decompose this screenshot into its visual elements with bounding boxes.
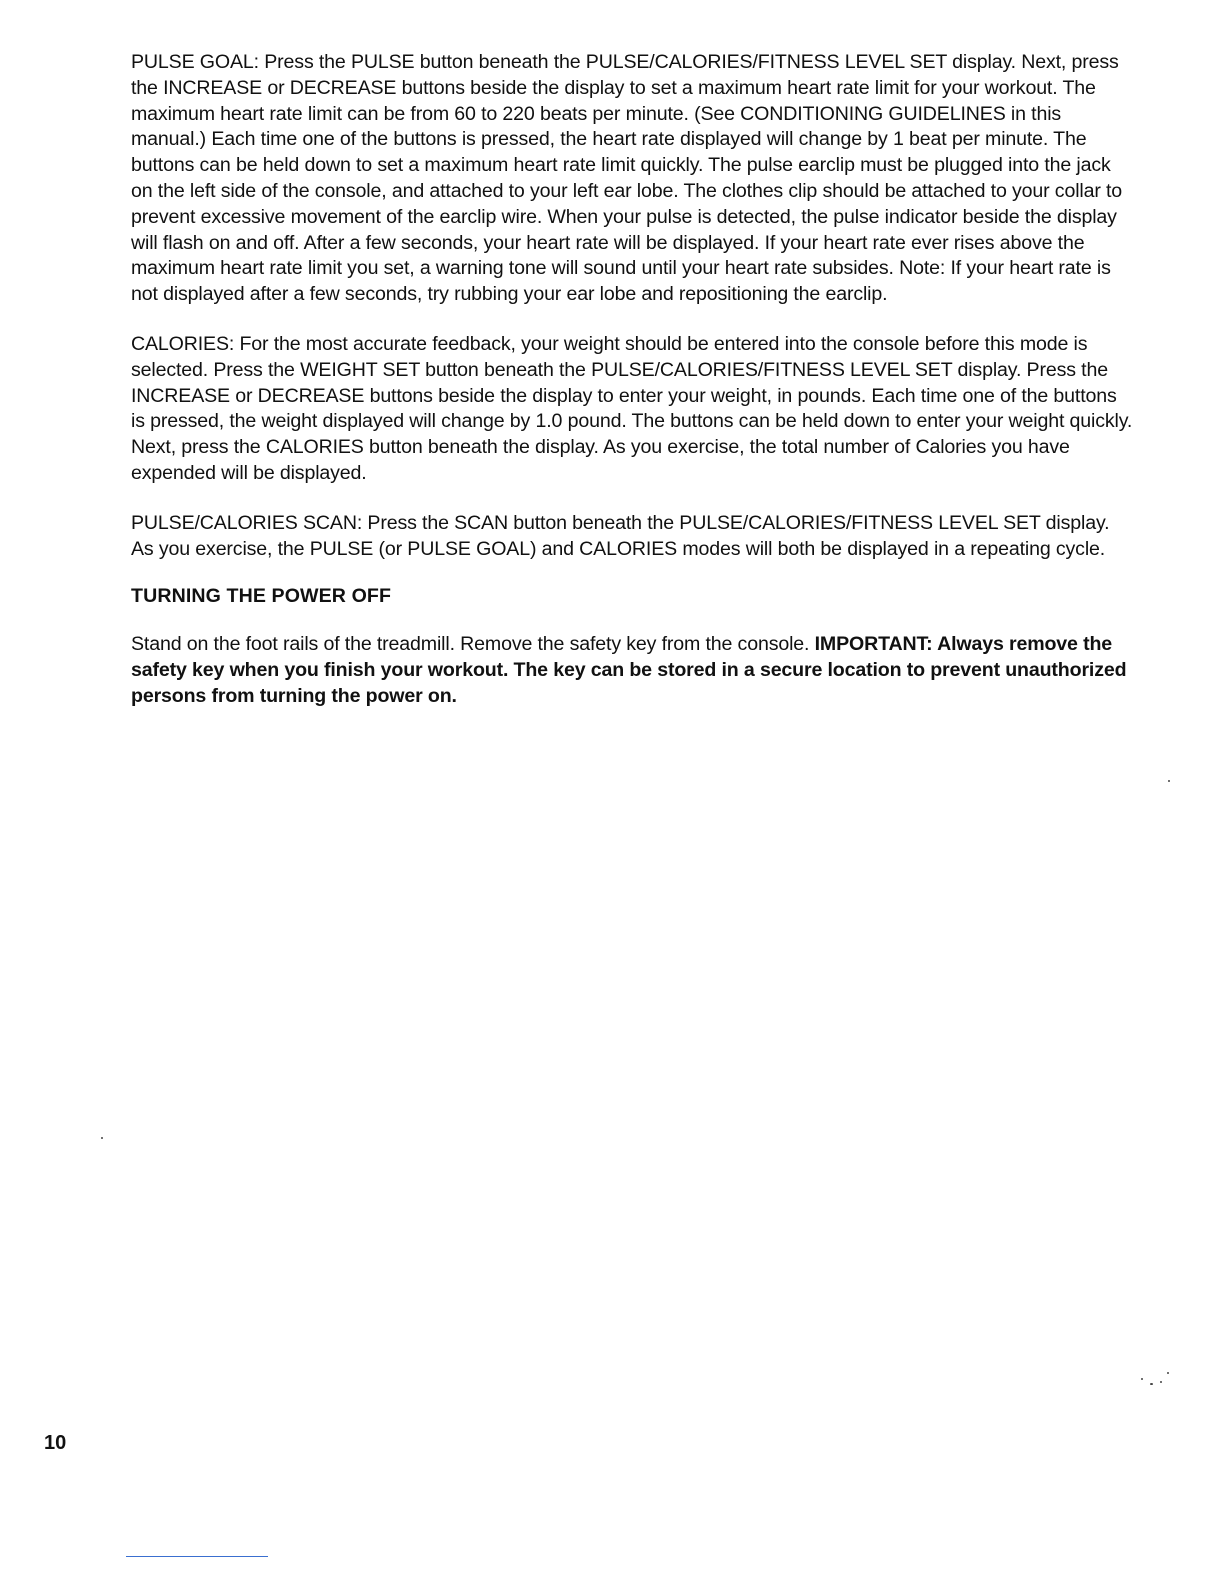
pulse-goal-label: PULSE GOAL: [131, 51, 259, 73]
scan-speck [1168, 780, 1170, 782]
scan-speck [1167, 1372, 1169, 1374]
power-off-heading: TURNING THE POWER OFF [131, 585, 392, 608]
power-off-text: Stand on the foot rails of the treadmill. Remove the safety key from the console. [131, 633, 810, 656]
scan-speck [1160, 1381, 1162, 1383]
footer-rule [126, 1556, 268, 1557]
power-off-important: IMPORTANT: Always remove the safety key when you finish your workout. The key can be stored in a secure location to prevent unauthorized persons from turning the power on. [131, 633, 1127, 707]
power-off-paragraph [131, 632, 1133, 709]
pulse-goal-paragraph [131, 50, 1133, 308]
page-content [131, 50, 1133, 734]
pulse-calories-scan-paragraph [131, 511, 1133, 563]
pulse-calories-scan-label: PULSE/CALORIES SCAN: [131, 511, 363, 534]
calories-paragraph [131, 332, 1133, 487]
scan-speck [1141, 1378, 1143, 1380]
page-number: 10 [44, 1432, 67, 1454]
calories-label: CALORIES: [131, 332, 235, 355]
scan-speck [101, 1137, 103, 1139]
scan-speck [1150, 1383, 1153, 1385]
calories-text: For the most accurate feedback, your weight should be entered into the console before this mode is selected. Press the WEIGHT SET button beneath the PULSE/CALORIES/FITNESS LEVEL SET display. Press the INCREASE or DECREASE buttons beside the display to enter your weight, in pounds. Each time one of the buttons is pressed, the weight displayed will change by 1.0 pound. The buttons can be held down to enter your weight quickly. Next, press the CALORIES button beneath the display. As you exercise, the total number of Calories you have expended will be displayed. [131, 332, 1133, 484]
pulse-goal-text: Press the PULSE button beneath the PULSE/CALORIES/FITNESS LEVEL SET display. Next, press the INCREASE or DECREASE buttons beside the display to set a maximum heart rate limit for your workout. The maximum heart rate limit can be from 60 to 220 beats per minute. (See CONDITIONING GUIDELINES in this manual.) Each time one of the buttons is pressed, the heart rate displayed will change by 1 beat per minute. The buttons can be held down to set a maximum heart rate limit quickly. The pulse earclip must be plugged into the jack on the left side of the console, and attached to your left ear lobe. The clothes clip should be attached to your collar to prevent excessive movement of the earclip wire. When your pulse is detected, the pulse indicator beside the display will flash on and off. After a few seconds, your heart rate will be displayed. If your heart rate ever rises above the maximum heart rate limit you set, a warning tone will sound until your heart rate subsides. Note: If your heart rate is not displayed after a few seconds, try rubbing your ear lobe and repositioning the earclip. [131, 51, 1123, 306]
pulse-calories-scan-text: Press the SCAN button beneath the PULSE/CALORIES/FITNESS LEVEL SET display. As you exercise, the PULSE (or PULSE GOAL) and CALORIES modes will both be displayed in a repeating cycle. [131, 511, 1110, 560]
